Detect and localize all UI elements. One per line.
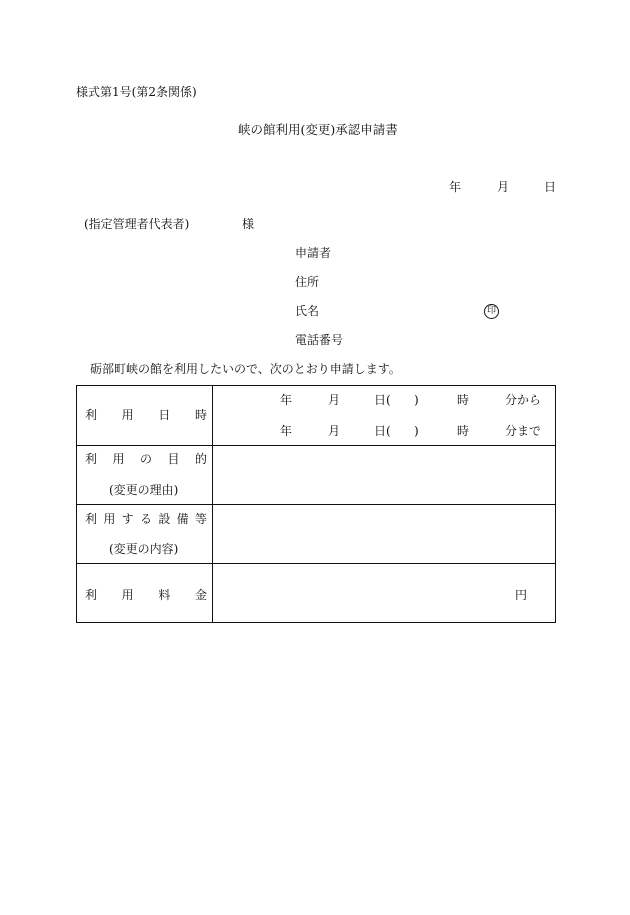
seal-mark: 印 xyxy=(484,304,499,319)
label-char: の xyxy=(139,452,152,466)
to-day-close: ) xyxy=(414,424,419,438)
label-char: 用 xyxy=(121,408,134,422)
from-day-close: ) xyxy=(414,393,419,407)
label-char: 金 xyxy=(194,588,207,602)
fee-unit: 円 xyxy=(515,588,528,602)
to-year: 年 xyxy=(280,424,293,438)
form-number: 様式第1号(第2条関係) xyxy=(76,85,197,99)
applicant-address-label: 住所 xyxy=(295,275,320,289)
label-char: 設 xyxy=(158,512,171,526)
from-month: 月 xyxy=(328,393,341,407)
label-char: 時 xyxy=(194,408,207,422)
applicant-name-label: 氏名 xyxy=(295,304,320,318)
label-char: 利 xyxy=(85,408,98,422)
to-month: 月 xyxy=(328,424,341,438)
label-char: 利 xyxy=(85,512,98,526)
label-char: 等 xyxy=(194,512,207,526)
label-char: す xyxy=(121,512,134,526)
label-char: 用 xyxy=(121,588,134,602)
application-table xyxy=(76,385,556,623)
applicant-phone-label: 電話番号 xyxy=(295,333,344,347)
applicant-heading: 申請者 xyxy=(295,246,332,260)
label-char: 的 xyxy=(194,452,207,466)
from-year: 年 xyxy=(280,393,293,407)
table-row-divider xyxy=(77,445,555,446)
label-char: 備 xyxy=(176,512,189,526)
label-char: 日 xyxy=(158,408,171,422)
date-month-label: 月 xyxy=(497,180,510,194)
label-char: 利 xyxy=(85,452,98,466)
usage-datetime-label xyxy=(85,409,207,421)
table-row-divider xyxy=(77,563,555,564)
label-char: 利 xyxy=(85,588,98,602)
purpose-label xyxy=(85,453,207,465)
label-char: 用 xyxy=(112,452,125,466)
from-minute: 分から xyxy=(505,393,542,407)
to-day-open: 日( xyxy=(374,424,391,438)
from-day-open: 日( xyxy=(374,393,391,407)
addressee-honorific: 様 xyxy=(242,217,255,231)
label-char: る xyxy=(139,512,152,526)
to-minute: 分まで xyxy=(505,424,542,438)
to-hour: 時 xyxy=(457,424,470,438)
table-row-divider xyxy=(77,504,555,505)
label-char: 料 xyxy=(158,588,171,602)
date-day-label: 日 xyxy=(544,180,557,194)
label-char: 目 xyxy=(167,452,180,466)
from-hour: 時 xyxy=(457,393,470,407)
purpose-sublabel: (変更の理由) xyxy=(109,483,179,497)
equipment-label xyxy=(85,513,207,525)
label-char: 用 xyxy=(103,512,116,526)
document-title: 峡の館利用(変更)承認申請書 xyxy=(238,122,398,137)
equipment-sublabel: (変更の内容) xyxy=(109,542,179,556)
intro-text: 砺部町峡の館を利用したいので、次のとおり申請します。 xyxy=(90,362,401,376)
fee-label xyxy=(85,589,207,601)
date-year-label: 年 xyxy=(449,180,462,194)
addressee-name: (指定管理者代表者) xyxy=(84,217,190,231)
